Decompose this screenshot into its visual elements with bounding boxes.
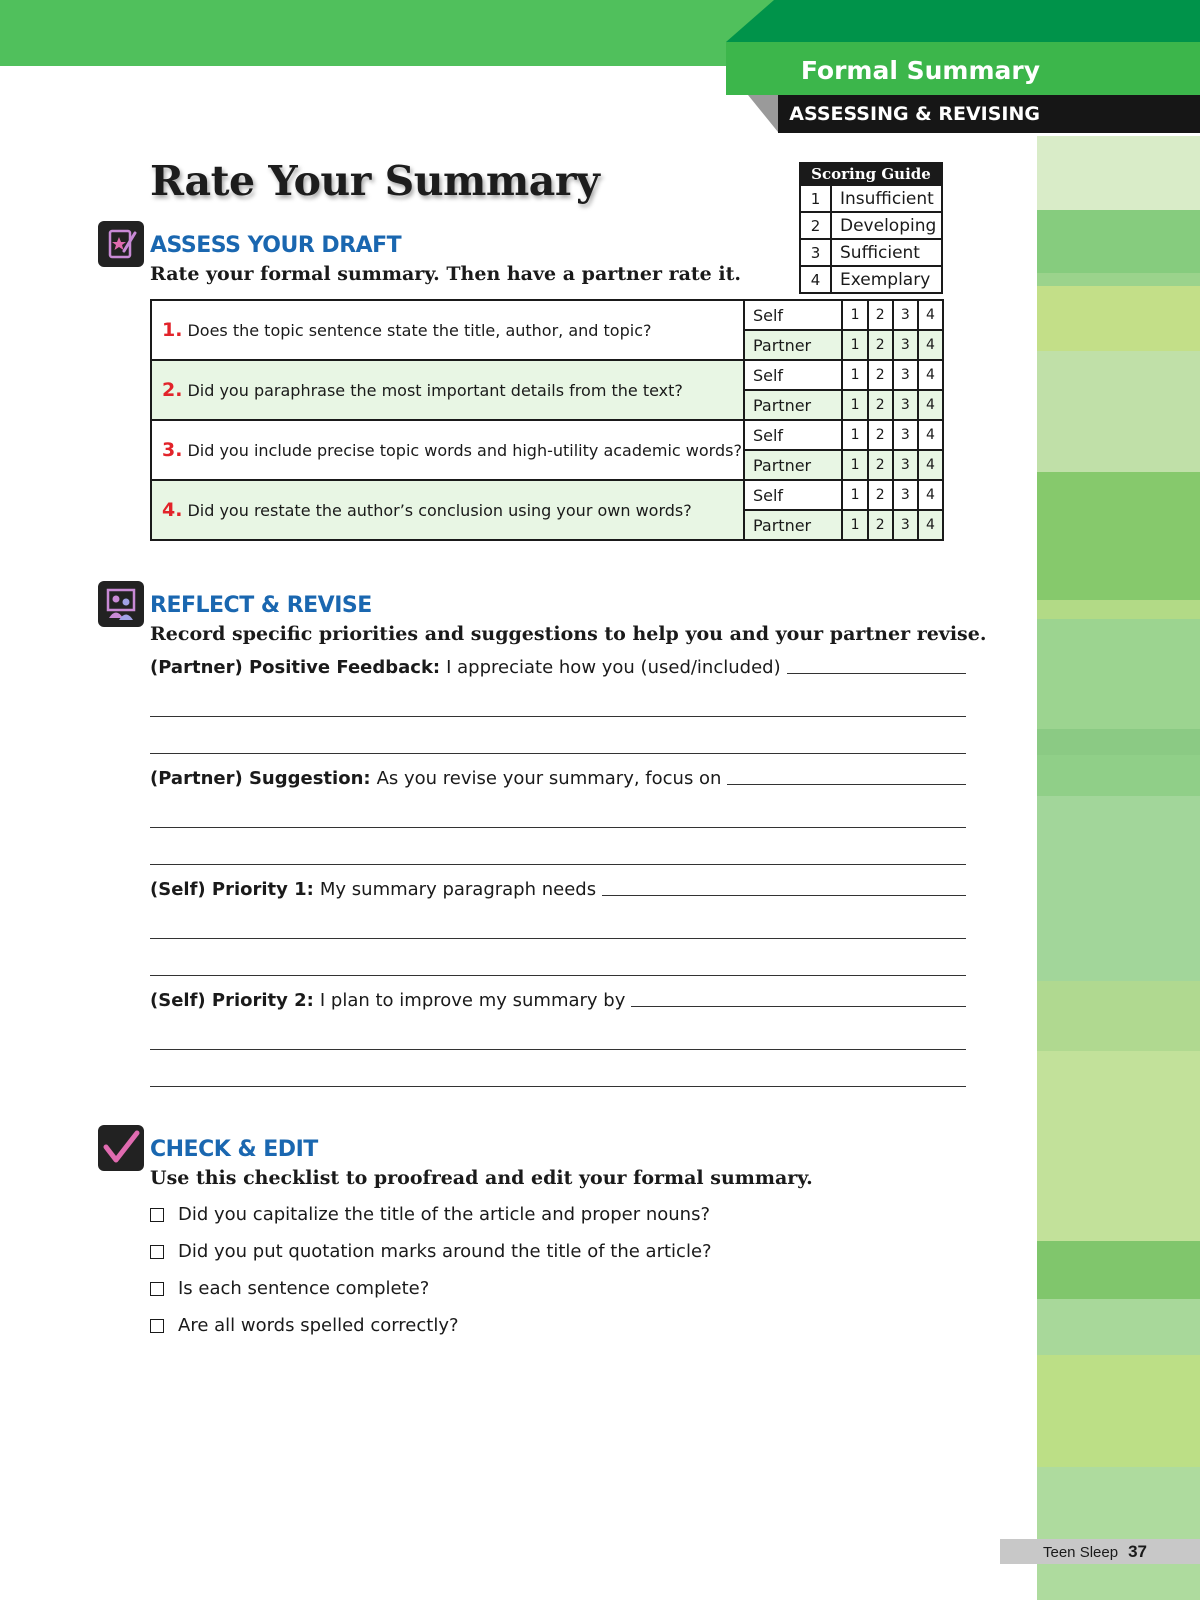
prompt-label: (Partner) Suggestion: [150,768,371,789]
score-option[interactable]: 2 [868,480,893,510]
score-option[interactable]: 1 [842,360,867,390]
write-line[interactable] [602,895,966,896]
score-option[interactable]: 3 [893,480,918,510]
score-option[interactable]: 4 [918,300,943,330]
check-heading: CHECK & EDIT [150,1137,318,1162]
write-line[interactable] [150,864,966,865]
table-row [151,420,943,450]
score-option[interactable]: 1 [842,510,867,540]
checkbox[interactable] [150,1319,164,1333]
write-line[interactable] [150,1086,966,1087]
checklist-text: Did you put quotation marks around the title of the article? [178,1241,712,1262]
score-option[interactable]: 4 [918,480,943,510]
partner-label: Partner [744,510,842,540]
score-option[interactable]: 2 [868,330,893,360]
write-line[interactable] [150,827,966,828]
write-line[interactable] [150,1049,966,1050]
question-text: Does the topic sentence state the title, author, and topic? [187,321,652,340]
question-text: Did you restate the author’s conclusion using your own words? [187,501,692,520]
prompt-text: As you revise your summary, focus on [376,768,722,789]
score-option[interactable]: 3 [893,450,918,480]
checklist-item[interactable] [150,1241,712,1262]
write-line[interactable] [727,784,966,785]
scoring-guide-row [801,184,941,211]
self-label: Self [744,480,842,510]
prompt-label: (Partner) Positive Feedback: [150,657,441,678]
prompt-priority-1 [150,879,966,900]
top-dark-band [726,0,1200,42]
assess-intro: Rate your formal summary. Then have a partner rate it. [150,263,741,285]
question-cell [151,300,744,360]
prompt-label: (Self) Priority 1: [150,879,314,900]
question-cell [151,480,744,540]
question-text: Did you paraphrase the most important details from the text? [187,381,683,400]
partner-label: Partner [744,330,842,360]
header-title: Formal Summary [726,42,1200,95]
prompt-priority-2 [150,990,966,1011]
self-label: Self [744,360,842,390]
question-cell [151,420,744,480]
prompt-text: I plan to improve my summary by [319,990,626,1011]
score-option[interactable]: 3 [893,390,918,420]
write-line[interactable] [150,938,966,939]
score-option[interactable]: 3 [893,330,918,360]
question-cell [151,360,744,420]
score-option[interactable]: 3 [893,300,918,330]
reflect-intro: Record specific priorities and suggestions to help you and your partner revise. [150,623,987,645]
table-row [151,480,943,510]
score-option[interactable]: 3 [893,420,918,450]
checkmark-icon [98,1125,144,1171]
scoring-guide-row [801,238,941,265]
prompt-text: My summary paragraph needs [319,879,597,900]
write-line[interactable] [787,673,966,674]
checklist-text: Did you capitalize the title of the article and proper nouns? [178,1204,711,1225]
rating-table [150,299,944,541]
header-fold [748,95,778,132]
table-row [151,300,943,330]
score-option[interactable]: 2 [868,510,893,540]
scoring-guide-num: 4 [801,267,832,292]
score-option[interactable]: 2 [868,300,893,330]
scoring-guide [799,162,943,294]
score-option[interactable]: 3 [893,510,918,540]
score-option[interactable]: 4 [918,420,943,450]
score-option[interactable]: 4 [918,450,943,480]
scoring-guide-title: Scoring Guide [801,164,941,184]
write-line[interactable] [150,975,966,976]
score-option[interactable]: 4 [918,390,943,420]
question-text: Did you include precise topic words and high-utility academic words? [187,441,742,460]
scoring-guide-num: 2 [801,213,832,238]
score-option[interactable]: 2 [868,450,893,480]
page-footer [1000,1539,1200,1564]
top-band-slant [726,0,774,42]
score-option[interactable]: 4 [918,330,943,360]
self-label: Self [744,420,842,450]
score-option[interactable]: 1 [842,480,867,510]
partner-label: Partner [744,450,842,480]
side-color-strip [1037,136,1200,1600]
checkbox[interactable] [150,1245,164,1259]
table-row [151,360,943,390]
self-label: Self [744,300,842,330]
write-line[interactable] [631,1006,966,1007]
assess-draft-icon [98,221,144,267]
assess-heading: ASSESS YOUR DRAFT [150,233,402,258]
question-number: 3. [162,439,183,461]
scoring-guide-row [801,211,941,238]
prompt-label: (Self) Priority 2: [150,990,314,1011]
question-number: 1. [162,319,183,341]
page-number: 37 [1128,1542,1147,1561]
question-number: 4. [162,499,183,521]
checkbox[interactable] [150,1282,164,1296]
checklist-item[interactable] [150,1315,459,1336]
score-option[interactable]: 1 [842,450,867,480]
checklist-item[interactable] [150,1278,429,1299]
score-option[interactable]: 2 [868,390,893,420]
partner-label: Partner [744,390,842,420]
scoring-guide-num: 1 [801,186,832,211]
checkbox[interactable] [150,1208,164,1222]
checklist-text: Are all words spelled correctly? [178,1315,459,1336]
header-subtitle: ASSESSING & REVISING [778,95,1200,133]
score-option[interactable]: 1 [842,390,867,420]
question-number: 2. [162,379,183,401]
write-line[interactable] [150,716,966,717]
prompt-positive-feedback [150,657,966,678]
page-title: Rate Your Summary [150,157,600,205]
score-option[interactable]: 4 [918,360,943,390]
score-option[interactable]: 2 [868,360,893,390]
footer-book-title: Teen Sleep [1043,1544,1119,1561]
prompt-suggestion [150,768,966,789]
score-option[interactable]: 1 [842,420,867,450]
reflect-heading: REFLECT & REVISE [150,593,372,618]
checklist-text: Is each sentence complete? [178,1278,430,1299]
checklist-item[interactable] [150,1204,710,1225]
scoring-guide-label: Exemplary [840,270,931,290]
score-option[interactable]: 3 [893,360,918,390]
check-intro: Use this checklist to proofread and edit your formal summary. [150,1167,813,1189]
scoring-guide-label: Insufficient [840,189,934,209]
score-option[interactable]: 2 [868,420,893,450]
scoring-guide-label: Sufficient [840,243,920,263]
score-option[interactable]: 1 [842,330,867,360]
scoring-guide-num: 3 [801,240,832,265]
reflect-revise-icon [98,581,144,627]
score-option[interactable]: 4 [918,510,943,540]
scoring-guide-row [801,265,941,292]
write-line[interactable] [150,753,966,754]
scoring-guide-label: Developing [840,216,937,236]
score-option[interactable]: 1 [842,300,867,330]
prompt-text: I appreciate how you (used/included) [446,657,781,678]
